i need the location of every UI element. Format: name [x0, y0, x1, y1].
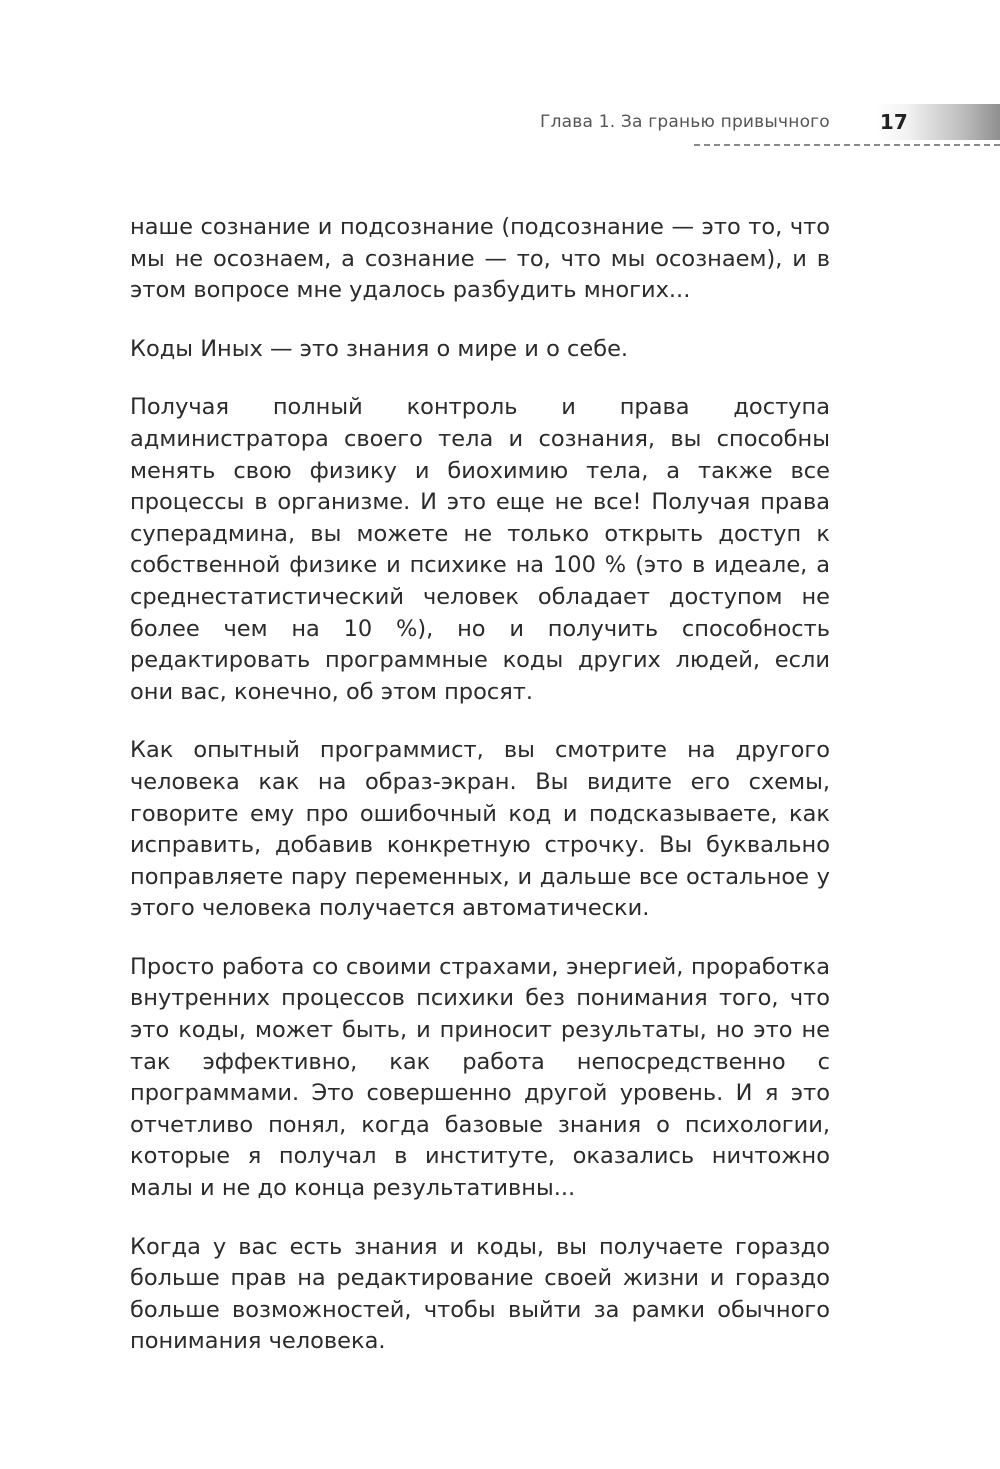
page-number-box: [876, 104, 1000, 140]
paragraph-4: Как опытный программист, вы смотрите на другого человека как на образ-экран. Вы видите его схемы, говорите ему про ошибочный код и подсказываете, как исправить, добавив конкретную строчку. Вы буквально поправляете пару переменных, и дальше все остальное у этого человека получается автоматически.: [130, 737, 830, 922]
running-header: [540, 104, 1000, 140]
paragraph-3: Получая полный контроль и права доступа администратора своего тела и сознания, вы способны менять свою физику и биохимию тела, а также все процессы в организме. И это еще не все! Получая права суперадмина, вы можете не только открыть доступ к собственной физике и психике на 100 % (это в идеале, а среднестатистический человек обладает доступом не более чем на 10 %), но и получить способность редактировать программные коды других людей, если они вас, конечно, об этом просят.: [130, 394, 830, 705]
chapter-title: Глава 1. За гранью привычного: [540, 112, 830, 132]
paragraph-1: наше сознание и подсознание (подсознание — это то, что мы не осознаем, а сознание — то, что мы осознаем), и в этом вопросе мне удалось разбудить многих...: [130, 214, 830, 304]
paragraph-6: Когда у вас есть знания и коды, вы получаете гораздо больше прав на редактирование своей жизни и гораздо больше возможностей, чтобы выйти за рамки обычного понимания человека.: [130, 1233, 830, 1355]
paragraph-2: Коды Иных — это знания о мире и о себе.: [130, 335, 629, 362]
header-divider: [694, 144, 1000, 146]
paragraph-5: Просто работа со своими страхами, энергией, проработка внутренних процессов психики без понимания того, что это коды, может быть, и приносит результаты, но это не так эффективно, как работа непосредственно с программами. Это совершенно другой уровень. И я это отчетливо понял, когда базовые знания о психологии, которые я получал в институте, оказались ничтожно малы и не до конца результативны...: [130, 953, 830, 1202]
page-number: 17: [879, 110, 908, 134]
page-body: [130, 212, 830, 1358]
